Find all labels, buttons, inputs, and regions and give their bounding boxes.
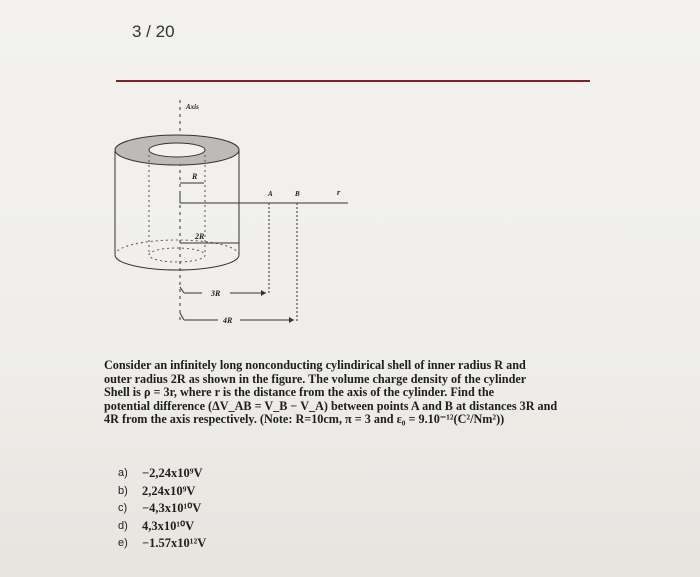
bottom-outer-back: [115, 240, 239, 255]
cylinder-figure: [100, 95, 360, 335]
option-key: a): [118, 467, 128, 479]
bottom-inner: [149, 248, 205, 262]
option-text: −4,3x10¹⁰V: [142, 501, 202, 516]
option-a[interactable]: [118, 465, 206, 483]
bottom-outer-front: [115, 255, 239, 270]
axis-label: Axis: [186, 103, 199, 111]
question-line: Shell is ρ = 3r, where r is the distance from the axis of the cylinder. Find the: [104, 385, 495, 400]
point-b-label: B: [295, 190, 300, 198]
question-line: outer radius 2R as shown in the figure. The volume charge density of the cylinder: [104, 371, 527, 386]
header-divider: [116, 80, 590, 82]
three-r-arrow: [261, 290, 266, 296]
option-key: c): [118, 502, 128, 515]
question-line: 4R from the axis respectively. (Note: R=10cm, π = 3 and ε₀ = 9.10⁻¹²(C²/Nm²)): [104, 412, 505, 427]
option-c[interactable]: [118, 500, 206, 518]
question-line: potential difference (ΔV_AB = V_B − V_A) between points A and B at distances 3R and: [104, 398, 558, 413]
point-a-label: A: [268, 190, 273, 198]
r-distance-label: r: [337, 188, 341, 197]
four-r-arrow: [289, 317, 294, 323]
two-r-label: 2R: [195, 232, 205, 241]
page-indicator: 3 / 20: [132, 22, 175, 41]
option-b[interactable]: [118, 483, 206, 501]
option-text: 4,3x10¹⁰V: [142, 518, 195, 533]
option-key: d): [118, 519, 128, 532]
option-text: 2,24x10⁹V: [142, 483, 196, 498]
question-text: [104, 359, 594, 427]
option-text: −2,24x10⁹V: [142, 466, 203, 480]
option-d[interactable]: [118, 518, 206, 536]
four-r-label: 4R: [223, 316, 233, 325]
r-label: R: [192, 172, 198, 181]
answer-options: [118, 465, 206, 553]
option-e[interactable]: [118, 535, 206, 553]
option-key: e): [118, 537, 128, 550]
three-r-label: 3R: [211, 289, 221, 298]
shell-top-inner: [149, 143, 205, 157]
question-line: Consider an infinitely long nonconducting cylindirical shell of inner radius R and: [104, 358, 526, 372]
option-text: −1.57x10¹²V: [142, 536, 207, 551]
option-key: b): [118, 484, 128, 497]
